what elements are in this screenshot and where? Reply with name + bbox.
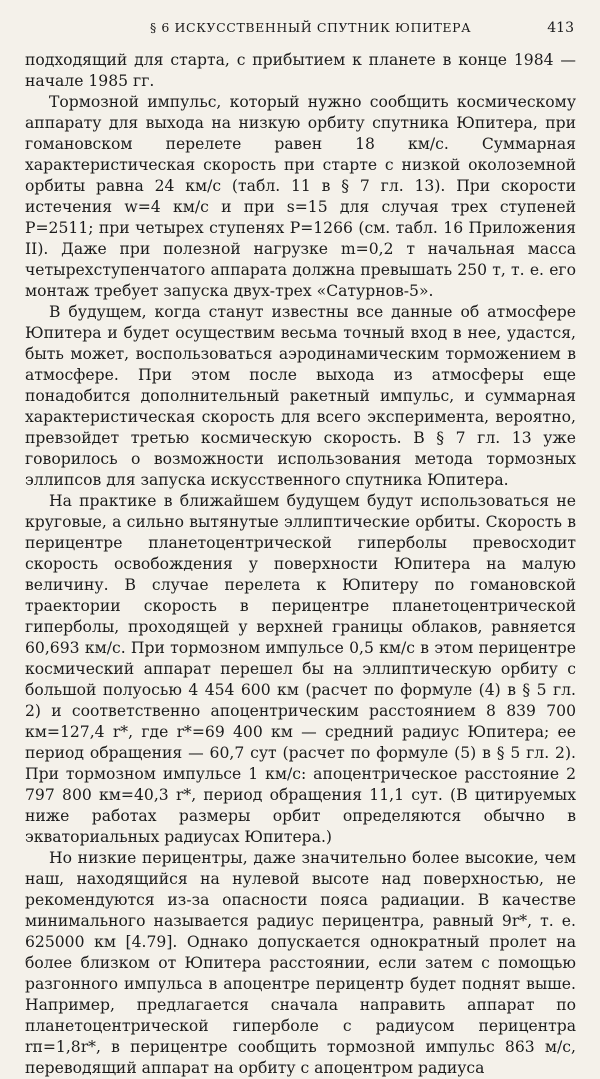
paragraph-pericenter-radiation: Но низкие перицентры, даже значительно более высокие, чем наш, находящийся на нулевой высоте над поверхностью, не рекомендуются из-за опасности пояса радиации. В качестве минимального называется радиус перицентра, равный 9r*, т. е. 625000 км [4.79]. Однако допускается однократный пролет на более близком от Юпитера расстоянии, если затем с помощью разгонного импульса в апоцентре перицентр будет поднят выше. Например, предлагается сначала направить аппарат по планетоцентрической гиперболе с радиусом перицентра rп=1,8r*, в перицентре сообщить тормозной импульс 863 м/с, переводящий аппарат на орбиту с апоцентром радиуса [25, 849, 576, 1077]
page-number: 413 [547, 20, 574, 36]
paragraph-elliptical-orbits: На практике в ближайшем будущем будут использоваться не круговые, а сильно вытянутые эллиптические орбиты. Скорость в перицентре планетоцентрической гиперболы превосходит скорость освобождения у поверхности Юпитера на малую величину. В случае перелета к Юпитеру по гомановской траектории скорость в перицентре планетоцентрической гиперболы, проходящей у верхней границы облаков, равняется 60,693 км/с. При тормозном импульсе 0,5 км/с в этом перицентре космический аппарат перешел бы на эллиптическую орбиту с большой полуосью 4 454 600 км (расчет по формуле (4) в § 5 гл. 2) и соответственно апоцентрическим расстоянием 8 839 700 км=127,4 r*, где r*=69 400 км — средний радиус Юпитера; ее период обращения — 60,7 сут (расчет по формуле (5) в § 5 гл. 2). При тормозном импульсе 1 км/с: апоцентрическое расстояние 2 797 800 км=40,3 r*, период обращения 11,1 сут. (В цитируемых ниже работах размеры орбит определяются обычно в экваториальных радиусах Юпитера.) [25, 492, 576, 846]
body-text [25, 50, 576, 1079]
paragraph-continuation: подходящий для старта, с прибытием к планете в конце 1984 — начале 1985 гг. [25, 51, 576, 90]
paragraph-aerobraking: В будущем, когда станут известны все данные об атмосфере Юпитера и будет осуществим весьма точный вход в нее, удастся, быть может, воспользоваться аэродинамическим торможением в атмосфере. При этом после выхода из атмосферы еще понадобится дополнительный ракетный импульс, и суммарная характеристическая скорость для всего эксперимента, вероятно, превзойдет третью космическую скорость. В § 7 гл. 13 уже говорилось о возможности использования метода тормозных эллипсов для запуска искусственного спутника Юпитера. [25, 303, 576, 489]
running-header [40, 20, 574, 42]
section-title: § 6 ИСКУССТВЕННЫЙ СПУТНИК ЮПИТЕРА [150, 20, 472, 35]
paragraph-braking-impulse: Тормозной импульс, который нужно сообщить космическому аппарату для выхода на низкую орбиту спутника Юпитера, при гомановском перелете равен 18 км/с. Суммарная характеристическая скорость при старте с низкой околоземной орбиты равна 24 км/с (табл. 11 в § 7 гл. 13). При скорости истечения w=4 км/с и при s=15 для случая трех ступеней P=2511; при четырех ступенях P=1266 (см. табл. 16 Приложения II). Даже при полезной нагрузке m=0,2 т начальная масса четырехступенчатого аппарата должна превышать 250 т, т. е. его монтаж требует запуска двух-трех «Сатурнов-5». [25, 93, 576, 300]
